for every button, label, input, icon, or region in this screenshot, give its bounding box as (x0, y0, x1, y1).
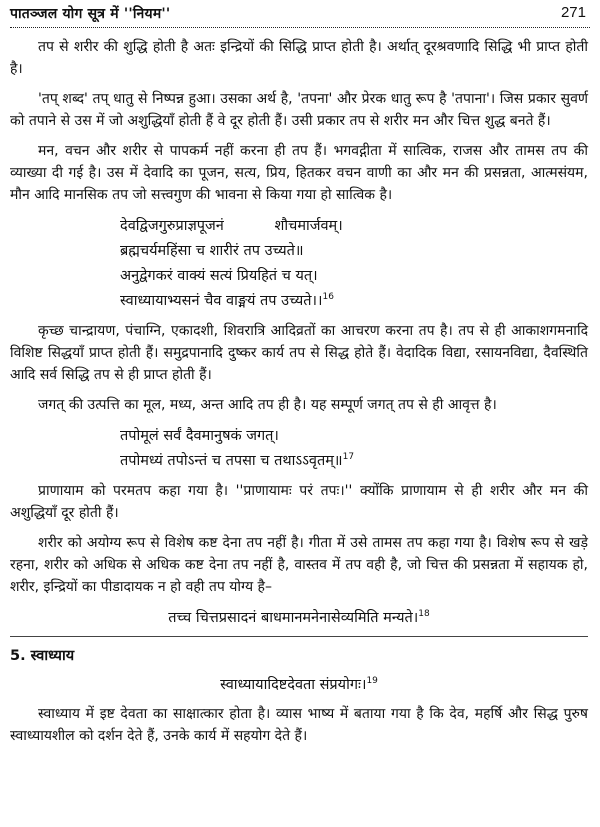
footnote-ref-17: 17 (342, 452, 355, 463)
verse-16 (10, 214, 588, 314)
paragraph-4: कृच्छ चान्द्रायण, पंचाग्नि, एकादशी, शिवरात्रि आदिव्रतों का आचरण करना तप है। तप से ही आकाशगमनादि विशिष्ट सिद्धयाँ प्राप्त होती हैं। समुद्रपानादि दुष्कर कार्य तप से सिद्ध होते हैं। वेदादिक विद्या, रसायनविद्या, दैवस्थिति आदि सर्व सिद्धि तप से ही प्राप्त होती हैं। (10, 323, 588, 383)
page-body (10, 36, 588, 755)
verse-17-line-2-wrap (120, 449, 588, 474)
paragraph-1: तप से शरीर की शुद्धि होती है अतः इन्द्रियों की सिद्धि प्राप्त होती है। अर्थात् दूरश्रवणादि सिद्धि भी प्राप्त होती है। (10, 39, 588, 77)
verse-16-line-2: ब्रह्मचर्यमहिंसा च शारीरं तप उच्यते॥ (120, 243, 304, 259)
verse-16-line-4-wrap (120, 289, 588, 314)
verse-16-line-1: देवद्विजगुरुप्राज्ञपूजनं शौचमार्जवम्। (120, 218, 343, 234)
paragraph-8: स्वाध्याय में इष्ट देवता का साक्षात्कार होता है। व्यास भाष्य में बताया गया है कि देव, महर्षि और सिद्ध पुरुष स्वाध्यायशील को दर्शन देते हैं, उनके कार्य में सहयोग देते हैं। (10, 706, 588, 744)
footnote-ref-19: 19 (366, 676, 378, 687)
paragraph-3: मन, वचन और शरीर से पापकर्म नहीं करना ही तप हैं। भगवद्गीता में सात्विक, राजस और तामस तप की व्याख्या दी गई है। उस में देवादि का पूजन, सत्य, प्रिय, हितकर वचन वाणी का और मन की प्रसन्नता, आत्मसंयम, मौन आदि मानसिक तप जो सत्त्वगुण की भावना से किया गया हो सात्विक है। (10, 143, 588, 203)
verse-16-line-4: स्वाध्यायाभ्यसनं चैव वाङ्मयं तप उच्यते।। (120, 293, 323, 309)
header-divider (10, 27, 590, 28)
running-head: पातञ्जल योग सूत्र में ''नियम'' (10, 6, 171, 22)
paragraph-7: शरीर को अयोग्य रूप से विशेष कष्ट देना तप नहीं है। गीता में उसे तामस तप कहा गया है। विशेष रूप से खड़े रहना, शरीर को अधिक से अधिक कष्ट देना तप नहीं है, वास्तव में तप वही है, जो चित्त की प्रसन्नता में सहायक हो, शरीर, इन्द्रियों का पीडादायक न हो वही तप योग्य है– (10, 535, 588, 595)
verse-17-line-2: तपोमध्यं तपोऽन्तं च तपसा च तथाऽऽवृतम्॥ (120, 453, 343, 469)
verse-19-line-1: स्वाध्यायादिष्टदेवता संप्रयोगः। (220, 677, 367, 693)
paragraph-6: प्राणायाम को परमतप कहा गया है। ''प्राणायामः परं तपः।'' क्योंकि प्राणायाम से ही शरीर और मन की अशुद्धियाँ दूर होती हैं। (10, 483, 588, 521)
verse-18-line-1: तच्च चित्तप्रसादनं बाधमानमनेनासेव्यमिति मन्यते। (168, 610, 419, 626)
verse-18 (10, 606, 588, 630)
page-number: 271 (560, 4, 586, 21)
verse-17 (10, 424, 588, 474)
verse-17-line-1: तपोमूलं सर्वं दैवमानुषकं जगत्। (120, 428, 279, 444)
verse-16-line-3: अनुद्वेगकरं वाक्यं सत्यं प्रियहितं च यत्। (120, 268, 318, 284)
paragraph-2: 'तप् शब्द' तप् धातु से निष्पन्न हुआ। उसका अर्थ है, 'तपना' और प्रेरक धातु रूप है 'तपाना'। जिस प्रकार सुवर्ण को तपाने से उस में जो अशुद्धियाँ होती हैं वे दूर होती हैं। उसी प्रकार तप से शरीर मन और चित्त शुद्ध बनते हैं। (10, 91, 588, 129)
paragraph-5: जगत् की उत्पत्ति का मूल, मध्य, अन्त आदि तप ही है। यह सम्पूर्ण जगत् तप से ही आवृत्त है। (38, 397, 497, 413)
section-divider (10, 636, 588, 637)
footnote-ref-18: 18 (418, 609, 430, 620)
footnote-ref-16: 16 (322, 292, 334, 303)
section-heading: 5. स्वाध्याय (10, 648, 75, 664)
verse-19 (10, 673, 588, 697)
